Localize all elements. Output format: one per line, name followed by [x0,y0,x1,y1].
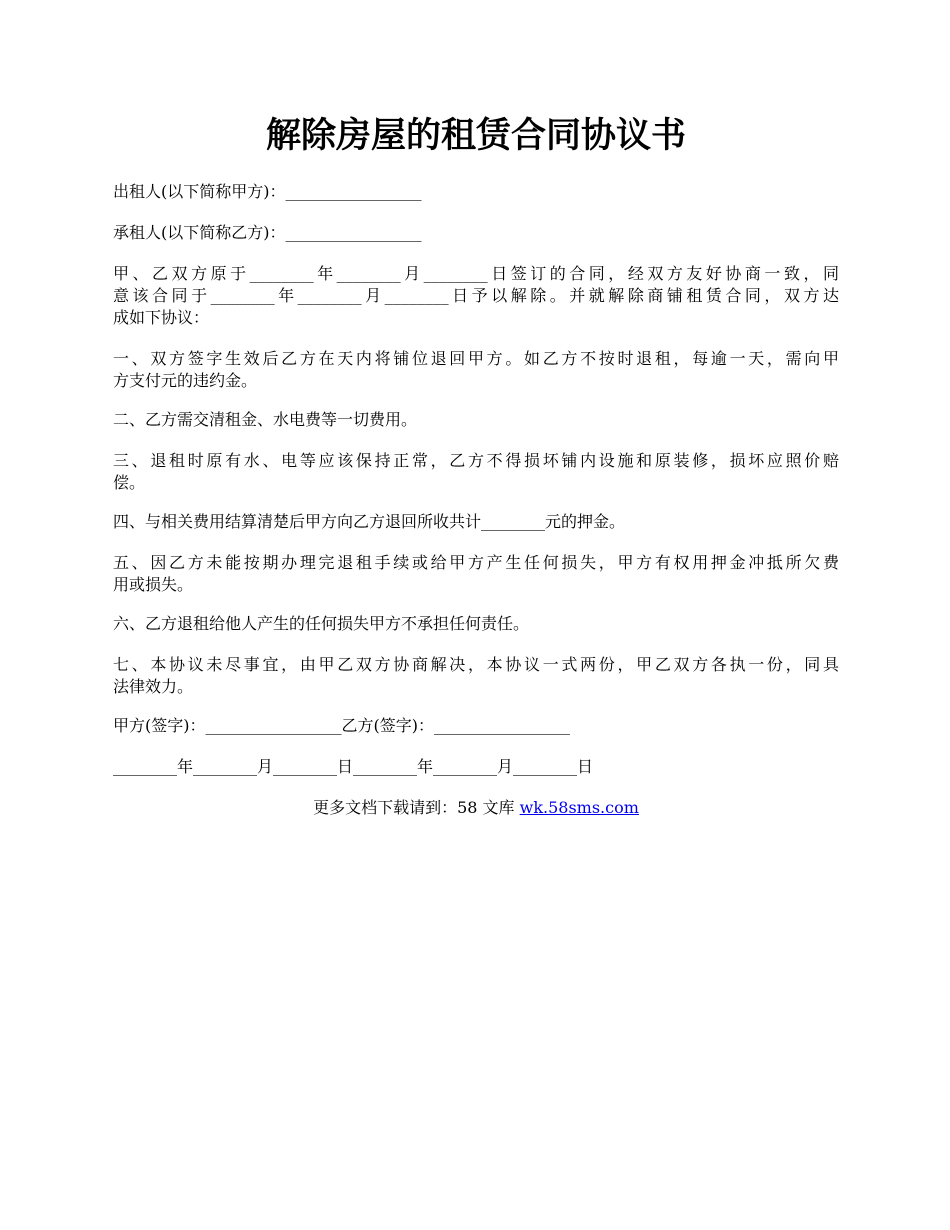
clause-3 [113,450,839,494]
intro-line-1: 甲、乙双方原于________年________月________日签订的合同，经双方友好协商一致，同 [113,264,839,283]
date-line: ________年________月________日________年________月________日 [113,757,594,776]
clause-1 [113,348,839,392]
clause-1-line-2: 方支付元的违约金。 [113,371,258,390]
clause-5-line-1: 五、因乙方未能按期办理完退租手续或给甲方产生任何损失，甲方有权用押金冲抵所欠费 [113,553,839,572]
intro-line-3: 成如下协议： [113,308,210,327]
clause-7-line-2: 法律效力。 [113,677,194,696]
clause-4: 四、与相关费用结算清楚后甲方向乙方退回所收共计________元的押金。 [113,512,626,531]
clause-3-line-1: 三、退租时原有水、电等应该保持正常，乙方不得损坏铺内设施和原装修，损坏应照价赔 [113,451,839,470]
footer [113,797,839,819]
clause-7-line-1: 七、本协议未尽事宜，由甲乙双方协商解决，本协议一式两份，甲乙双方各执一份，同具 [113,655,839,674]
lessee-line: 承租人(以下简称乙方)：_________________ [113,223,422,242]
clause-5 [113,552,839,596]
clause-3-line-2: 偿。 [113,473,146,492]
footer-link[interactable]: wk.58sms.com [519,798,639,817]
clause-6: 六、乙方退租给他人产生的任何损失甲方不承担任何责任。 [113,614,530,633]
intro-paragraph [113,263,839,329]
footer-prefix: 更多文档下载请到：58 文库 [313,798,520,817]
lessor-line: 出租人(以下简称甲方)：_________________ [113,182,422,201]
document-title: 解除房屋的租赁合同协议书 [265,115,686,156]
intro-line-2: 意该合同于________年________月________日予以解除。并就解除商铺租赁合同，双方达 [113,286,839,305]
clause-7 [113,654,839,698]
signature-line: 甲方(签字)：_________________乙方(签字)：_________________ [113,716,570,735]
clause-1-line-1: 一、双方签字生效后乙方在天内将铺位退回甲方。如乙方不按时退租，每逾一天，需向甲 [113,349,839,368]
clause-2: 二、乙方需交清租金、水电费等一切费用。 [113,410,418,429]
clause-5-line-2: 用或损失。 [113,575,194,594]
